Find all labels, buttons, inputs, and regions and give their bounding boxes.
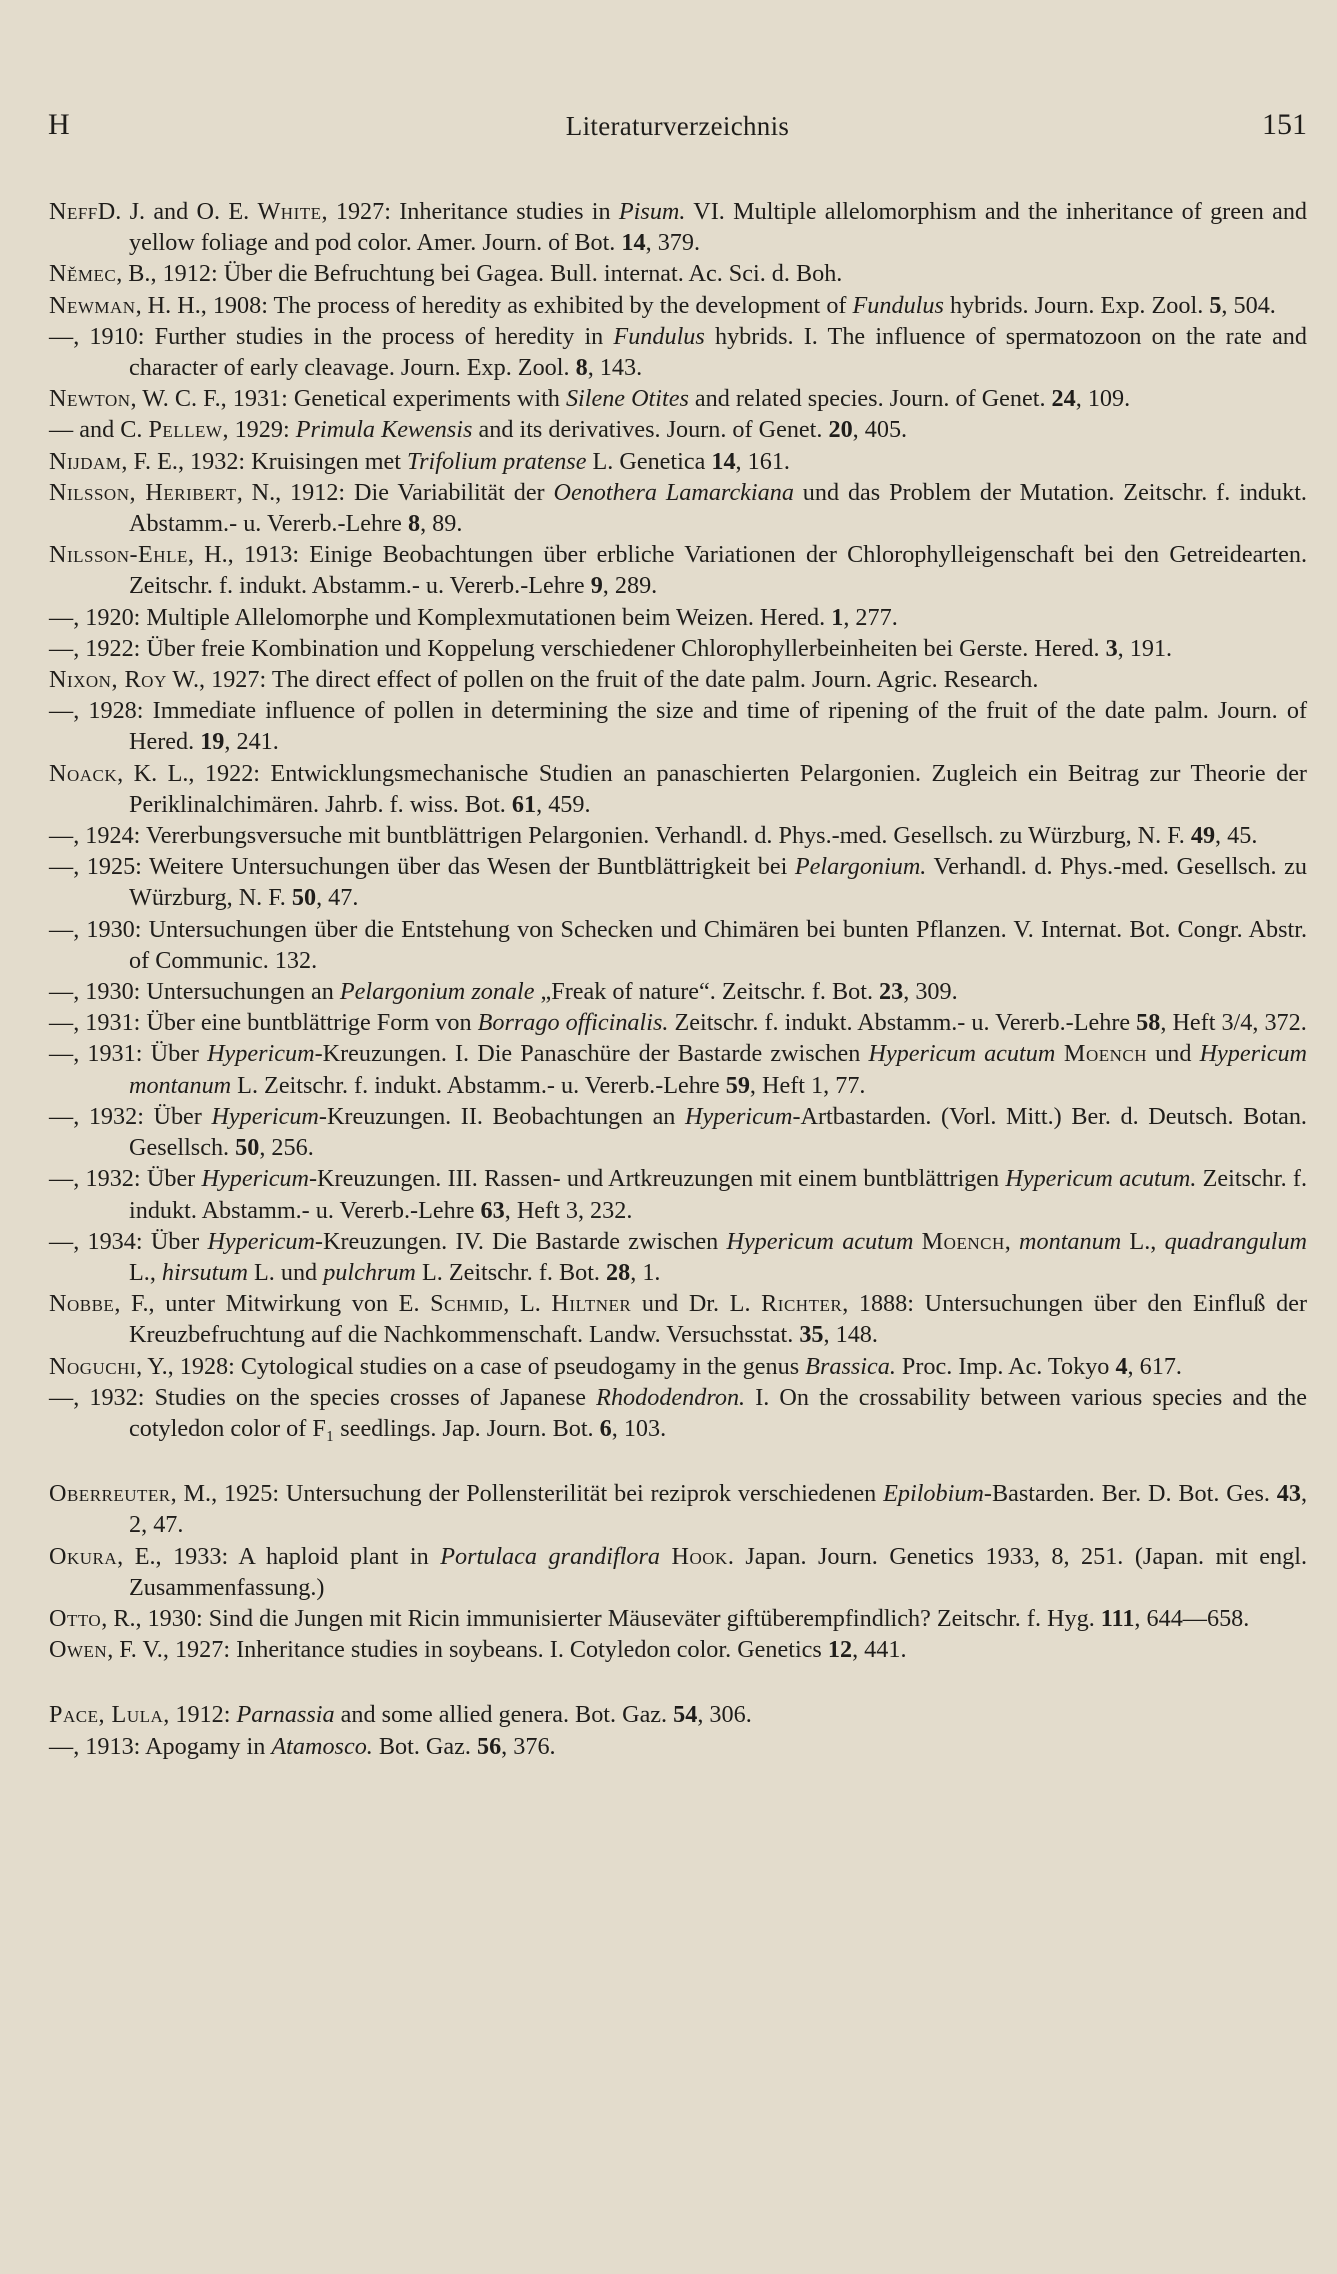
volume-number: 19 [200,728,225,756]
bibliography-entry [49,1038,1307,1100]
entry-text: , 644—658. [1134,1604,1250,1632]
author-name: Hiltner [551,1290,632,1318]
volume-number: 59 [725,1071,750,1099]
entry-text: , 103. [611,1414,667,1442]
bibliography-entry [49,290,1307,321]
volume-number: 4 [1115,1352,1128,1380]
author-name: Noguchi [49,1352,137,1380]
author-name: Schmid [430,1290,504,1318]
entry-text: und [1147,1040,1200,1068]
bibliography-entry [49,1226,1307,1288]
entry-text: , K. L., 1922: Entwicklungsmechanische Studien an panaschierten Pelargonien. Zugleich ein Beitrag zur Theorie der Periklinalchimären. Jahrb. f. wiss. Bot. [117,759,1307,818]
entry-text: — and C. [49,416,149,444]
entry-text: Proc. Imp. Ac. Tokyo [895,1352,1116,1380]
section-letter: H [48,108,70,141]
entry-text: —, 1925: Weitere Untersuchungen über das Wesen der Buntblättrigkeit bei [49,853,795,881]
entry-text: I. On the crossability between various species and the cotyledon color of F₁ seedlings. Jap. Journ. Bot. [129,1383,1307,1442]
bibliography-entry [49,664,1307,695]
entry-text: , M., 1925: Untersuchung der Pollensterilität bei reziprok verschiedenen [170,1480,884,1508]
italic-term: Pelargonium zonale [339,978,535,1006]
entry-text: W., 1927: The direct effect of pollen on the fruit of the date palm. Journ. Agric. Research. [166,666,1039,694]
entry-text: , 143. [587,354,643,382]
italic-term: Borrago officinalis. [477,1009,669,1037]
italic-term: Hypericum acutum. [1005,1165,1197,1193]
entry-text: , F. V., 1927: Inheritance studies in soybeans. I. Cotyledon color. Genetics [107,1636,828,1664]
volume-number: 8 [575,354,588,382]
entry-text: -Kreuzungen. III. Rassen- und Artkreuzungen mit einem buntblättrigen [309,1165,1006,1193]
entry-text: —, 1924: Vererbungsversuche mit buntblättrigen Pelargonien. Verhandl. d. Phys.-med. Gesellsch. zu Würzburg, N. F. [49,822,1191,850]
italic-term: Parnassia [236,1701,335,1729]
entry-text: , F., unter Mitwirkung von E. [114,1290,431,1318]
author-name: Noack [49,759,118,787]
entry-text: —, 1932: Über [49,1165,202,1193]
bibliography-entry [49,914,1307,976]
author-name: Richter [761,1290,843,1318]
volume-number: 20 [828,416,853,444]
volume-number: 50 [291,884,317,912]
entry-text [913,1228,921,1255]
bibliography-entry [49,1541,1307,1603]
entry-text: —, 1928: Immediate influence of pollen in determining the size and time of ripening of the fruit of the date palm. Journ. of Hered. [49,697,1307,756]
entry-text: , H., 1913: Einige Beobachtungen über erbliche Variationen der Chlorophylleigenschaft bei den Getreidearten. Zeitschr. f. indukt. Abstamm.- u. Vererb.-Lehre [129,541,1307,600]
italic-term: Trifolium pratense [407,447,587,475]
volume-number: 61 [511,790,537,818]
author-name: Němec [49,260,117,288]
entry-text: , 441. [852,1636,907,1664]
entry-text: Zeitschr. f. indukt. Abstamm.- u. Vererb.-Lehre [129,1165,1307,1224]
entry-text: , 1927: Inheritance studies in [321,198,619,225]
entry-text: und Dr. L. [631,1290,762,1318]
bibliography-entry [49,321,1307,383]
italic-term: Hypericum [201,1165,309,1193]
bibliography-entry [49,1351,1307,1382]
bibliography-entry [49,539,1307,601]
italic-term: Primula Kewensis [295,416,473,444]
italic-term: Hypericum [207,1227,315,1255]
author-name: Hook [671,1542,728,1570]
author-name: Pace, Lula [49,1701,164,1729]
italic-term: Hypericum acutum [726,1227,914,1255]
entry-text: . Japan. Journ. Genetics 1933, 8, 251. (Japan. mit engl. Zusammenfassung.) [129,1542,1307,1601]
entry-text: —, 1922: Über freie Kombination und Koppelung verschiedener Chlorophyllerbeinheiten bei Gerste. Hered. [49,634,1106,662]
entry-text: —, 1931: Über [49,1040,208,1068]
entry-text: -Kreuzungen. I. Die Panaschüre der Bastarde zwischen [314,1040,869,1068]
volume-number: 49 [1190,822,1216,850]
volume-number: 43 [1276,1480,1301,1508]
volume-number: 28 [606,1258,631,1286]
volume-number: 9 [590,572,603,600]
italic-term: Hypericum [684,1102,793,1130]
bibliography-list [49,196,1307,1762]
entry-text: Bot. Gaz. [372,1732,477,1760]
entry-text: D. J. and O. E. [97,198,258,225]
entry-text: hybrids. I. The influence of spermatozoon on the rate and character of early cleavage. Journ. Exp. Zool. [129,322,1307,382]
author-name: Newton [49,385,131,413]
author-name: Nilsson-Ehle [49,541,188,569]
running-title: Literaturverzeichnis [565,111,790,141]
bibliography-entry [49,633,1307,664]
entry-text: , E., 1933: A haploid plant in [117,1542,441,1570]
volume-number: 5 [1209,291,1222,319]
entry-text: , H. H., 1908: The process of heredity as exhibited by the development of [135,291,853,319]
entry-text: L., [129,1258,162,1286]
volume-number: 12 [827,1636,853,1664]
entry-text: L., [1121,1227,1165,1255]
bibliography-entry [49,1731,1307,1762]
entry-text: —, 1930: Untersuchungen über die Entstehung von Schecken und Chimären bei bunten Pflanzen. V. Internat. Bot. Congr. Abstr. of Communic. 132. [49,915,1307,974]
bibliography-entry [49,976,1307,1007]
entry-text: —, 1932: Studies on the species crosses of Japanese [49,1383,597,1411]
entry-text: , 1. [630,1258,661,1286]
volume-number: 50 [235,1134,260,1162]
entry-text: , 109. [1075,385,1131,413]
entry-text: , B., 1912: Über die Befruchtung bei Gagea. Bull. internat. Ac. Sci. d. Boh. [116,260,843,288]
entry-text: , N., 1912: Die Variabilität der [236,478,554,506]
entry-text: , 306. [697,1701,752,1729]
entry-text: , 191. [1117,634,1173,662]
page-number: 151 [1262,108,1307,141]
entry-text: —, 1932: Über [49,1102,212,1130]
entry-text: —, 1920: Multiple Allelomorphe und Komplexmutationen beim Weizen. Hered. [49,603,832,631]
entry-text: —, 1910: Further studies in the process of heredity in [49,322,614,350]
bibliography-entry [49,1101,1307,1163]
entry-text: , Y., 1928: Cytological studies on a case of pseudogamy in the genus [136,1352,806,1380]
author-name: Nixon, Roy [49,666,167,694]
italic-term: pulchrum [323,1258,416,1286]
bibliography-entry [49,1382,1307,1444]
entry-text: , L. [503,1290,552,1318]
bibliography-entry [49,446,1307,477]
entry-text: , 47. [316,884,359,912]
italic-term: Brassica. [805,1352,896,1380]
entry-text: , 1912: [163,1701,237,1729]
bibliography-entry [49,477,1307,539]
italic-term: Fundulus [852,291,944,319]
entry-text: , 617. [1127,1352,1182,1380]
bibliography-entry [49,1603,1307,1634]
bibliography-entry [49,695,1307,757]
bibliography-entry [49,414,1307,445]
entry-text: , 1888: Untersuchungen über den Einfluß der Kreuzbefruchtung auf die Nachkommenschaft. Landw. Versuchsstat. [129,1290,1307,1349]
volume-number: 14 [621,229,646,257]
volume-number: 35 [799,1321,824,1349]
entry-text: , 161. [735,447,790,475]
author-name: Newman [49,291,136,319]
volume-number: 54 [673,1701,698,1729]
entry-text: L. Zeitschr. f. indukt. Abstamm.- u. Vererb.-Lehre [231,1071,726,1099]
entry-text: Zeitschr. f. indukt. Abstamm.- u. Vererb.-Lehre [668,1009,1137,1037]
volume-number: 8 [407,510,421,538]
entry-text: and some allied genera. Bot. Gaz. [334,1701,674,1729]
entry-text [660,1543,672,1570]
entry-text: , 309. [903,978,958,1006]
entry-text: , 376. [501,1732,556,1760]
entry-text: , Heft 3, 232. [504,1196,633,1224]
entry-text: -Kreuzungen. II. Beobachtungen an [318,1102,685,1130]
entry-text: , Heft 3/4, 372. [1160,1009,1307,1037]
entry-text: , 148. [823,1321,878,1349]
bibliography-entry [49,820,1307,851]
volume-number: 3 [1105,634,1118,662]
entry-text: , 89. [420,510,463,538]
entry-text: hybrids. Journ. Exp. Zool. [943,291,1210,319]
entry-text: , F. E., 1932: Kruisingen met [121,447,408,475]
volume-number: 58 [1136,1009,1161,1037]
italic-term: Pelargonium. [794,853,927,881]
author-name: Moench [1055,1040,1147,1068]
volume-number: 14 [711,447,736,475]
entry-text: and its derivatives. Journ. of Genet. [472,416,829,444]
author-name: Pellew [148,416,223,444]
bibliography-entry [49,1288,1307,1350]
bibliography-entry [49,1478,1307,1540]
volume-number: 23 [879,978,904,1006]
entry-text: , Heft 1, 77. [749,1071,866,1099]
entry-text: Verhandl. d. Phys.-med. Gesellsch. zu Würzburg, N. F. [129,853,1307,912]
volume-number: 6 [599,1414,612,1442]
entry-text: —, 1913: Apogamy in [49,1732,272,1760]
author-name: Okura [49,1542,118,1570]
entry-text: , R., 1930: Sind die Jungen mit Ricin immunisierter Mäuseväter giftüberempfindlich? Zeitschr. f. Hyg. [101,1604,1101,1632]
entry-text: , [1004,1227,1020,1255]
bibliography-entry [49,196,1307,258]
italic-term: Portulaca grandiflora [440,1542,661,1570]
author-name: Owen [49,1636,108,1664]
entry-text: , 459. [536,790,591,818]
volume-number: 56 [476,1732,502,1760]
entry-text: , 1929: [222,416,296,444]
bibliography-entry [49,258,1307,289]
italic-term: Epilobium [883,1480,984,1508]
author-name: White [257,198,322,225]
italic-term: Silene Otites [565,385,689,413]
entry-text: , 256. [259,1134,314,1162]
entry-text: L. und [247,1258,324,1286]
entry-text: , 289. [602,572,658,600]
volume-number: 24 [1051,385,1076,413]
bibliography-entry [49,851,1307,913]
bibliography-entry [49,602,1307,633]
bibliography-entry [49,1007,1307,1038]
bibliography-entry [49,383,1307,414]
entry-text: -Kreuzungen. IV. Die Bastarde zwischen [314,1227,727,1255]
entry-text: , 405. [852,416,908,444]
running-header [48,108,1307,152]
italic-term: Rhododendron. [596,1383,746,1411]
bibliography-entry [49,758,1307,820]
italic-term: Hypericum montanum [129,1040,1308,1099]
entry-text: , 241. [224,728,279,756]
author-name: Nobbe [49,1290,115,1318]
entry-text: L. Genetica [586,447,712,475]
entry-text: , W. C. F., 1931: Genetical experiments with [130,385,566,413]
volume-number: 1 [831,603,844,631]
author-name: Oberreuter [49,1480,171,1508]
entry-text: , 277. [843,603,898,631]
entry-text: , 2, 47. [129,1480,1307,1539]
italic-term: Hypericum [211,1102,319,1130]
entry-text: —, 1930: Untersuchungen an [49,978,340,1006]
entry-text: , 504. [1221,291,1276,319]
author-name: Otto [49,1604,102,1632]
author-name: Moench [921,1227,1005,1255]
entry-text: and related species. Journ. of Genet. [688,385,1052,413]
entry-text: VI. Multiple allelomorphism and the inheritance of green and yellow foliage and pod color. Amer. Journ. of Bot. [129,198,1308,257]
entry-text: —, 1934: Über [49,1227,208,1255]
volume-number: 63 [480,1196,505,1224]
italic-term: Atamosco. [271,1732,373,1760]
entry-text: —, 1931: Über eine buntblättrige Form von [49,1009,478,1037]
entry-text: und das Problem der Mutation. Zeitschr. f. indukt. Abstamm.- u. Vererb.-Lehre [129,478,1307,538]
author-name: Neff [49,198,98,225]
author-name: Nilsson, Heribert [49,478,237,506]
italic-term: quadrangulum [1164,1227,1308,1255]
volume-number: 111 [1100,1604,1135,1632]
italic-term: Hypericum [207,1040,315,1068]
author-name: Nijdam [49,447,122,475]
entry-text: , 45. [1215,822,1258,850]
entry-text: , 379. [645,229,701,257]
italic-term: montanum [1019,1227,1122,1255]
italic-term: Pisum. [618,198,686,225]
entry-text: -Bastarden. Ber. D. Bot. Ges. [983,1480,1277,1508]
italic-term: Fundulus [613,322,705,350]
entry-text: L. Zeitschr. f. Bot. [415,1258,607,1286]
bibliography-entry [49,1634,1307,1665]
bibliography-entry [49,1163,1307,1225]
entry-text: „Freak of nature“. Zeitschr. f. Bot. [534,978,880,1006]
bibliography-entry [49,1699,1307,1730]
entry-text: -Artbastarden. (Vorl. Mitt.) Ber. d. Deutsch. Botan. Gesellsch. [129,1102,1307,1162]
italic-term: hirsutum [161,1258,248,1286]
italic-term: Oenothera Lamarckiana [553,478,794,506]
italic-term: Hypericum acutum [868,1040,1056,1068]
